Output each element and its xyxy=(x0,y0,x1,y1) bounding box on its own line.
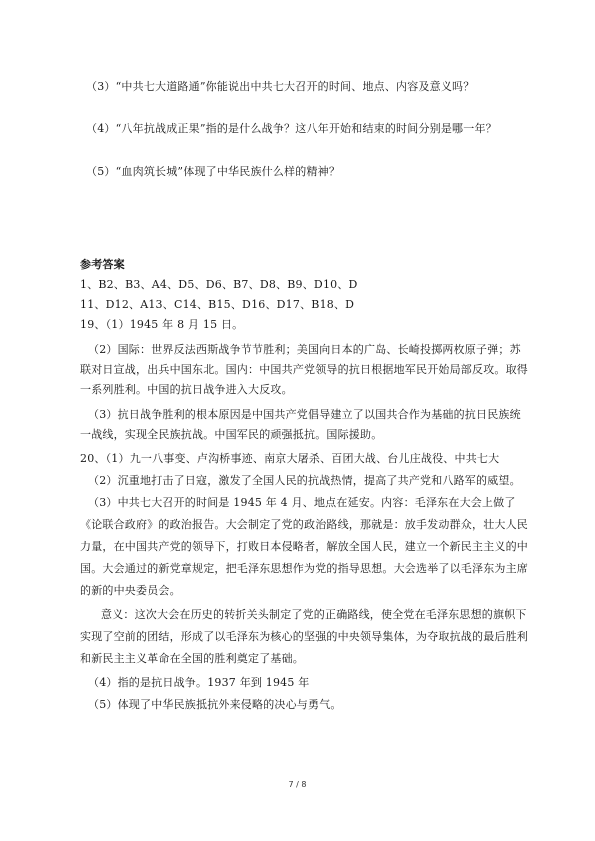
answer-line: 国。大会通过的新党章规定，把毛泽东思想作为党的指导思想。大会选举了以毛泽东为主席 xyxy=(80,562,528,575)
answer-line: 19、（1）1945 年 8 月 15 日。 xyxy=(80,318,244,331)
answer-line: 20、（1）九一八事变、卢沟桥事迹、南京大屠杀、百团大战、台儿庄战役、中共七大 xyxy=(80,452,500,465)
answer-line: 和新民主主义革命在全国的胜利奠定了基础。 xyxy=(80,652,304,665)
answer-line: 意义：这次大会在历史的转折关头制定了党的正确路线，使全党在毛泽东思想的旗帜下 xyxy=(101,608,527,621)
answer-line: 实现了空前的团结，形成了以毛泽东为核心的坚强的中央领导集体，为夺取抗战的最后胜利 xyxy=(80,630,528,643)
answer-line: 11、D12、A13、C14、B15、D16、D17、B18、D xyxy=(80,298,355,311)
page-number: 7 / 8 xyxy=(288,780,307,789)
question-4: （4）“八年抗战成正果”指的是什么战争？这八年开始和结束的时间分别是哪一年？ xyxy=(86,122,497,135)
answer-line: （5）体现了中华民族抵抗外来侵略的决心与勇气。 xyxy=(88,698,342,711)
answer-line: 《论联合政府》的政治报告。大会制定了党的政治路线，那就是：放手发动群众，壮大人民 xyxy=(80,518,528,531)
answer-line: 的新的中央委员会。 xyxy=(80,584,181,597)
answer-line: （4）指的是抗日战争。1937 年到 1945 年 xyxy=(88,676,310,689)
answers-heading: 参考答案 xyxy=(80,258,125,271)
question-5: （5）“血肉筑长城”体现了中华民族什么样的精神？ xyxy=(86,165,341,178)
answer-line: （2）沉重地打击了日寇，激发了全国人民的抗战热情，提高了共产党和八路军的威望。 xyxy=(88,474,521,487)
answer-line: 力量，在中国共产党的领导下，打败日本侵略者，解放全国人民，建立一个新民主主义的中 xyxy=(80,540,528,553)
answer-line: 联对日宣战，出兵中国东北。国内：中国共产党领导的抗日根据地军民开始局部反攻。取得 xyxy=(80,363,528,376)
answer-line: 1、B2、B3、A4、D5、D6、B7、D8、B9、D10、D xyxy=(80,278,358,291)
answer-line: （2）国际：世界反法西斯战争节节胜利；美国向日本的广岛、长崎投掷两枚原子弹；苏 xyxy=(88,343,521,356)
answer-line: （3）中共七大召开的时间是 1945 年 4 月、地点在延安。内容：毛泽东在大会上做了 xyxy=(88,496,516,509)
question-3: （3）“中共七大道路通”你能说出中共七大召开的时间、地点、内容及意义吗？ xyxy=(86,80,475,93)
answer-line: （3）抗日战争胜利的根本原因是中国共产党倡导建立了以国共合作为基础的抗日民族统 xyxy=(88,408,521,421)
answer-line: 一战线，实现全民族抗战。中国军民的顽强抵抗。国际援助。 xyxy=(80,428,383,441)
answer-line: 一系列胜利。中国的抗日战争进入大反攻。 xyxy=(80,383,293,396)
